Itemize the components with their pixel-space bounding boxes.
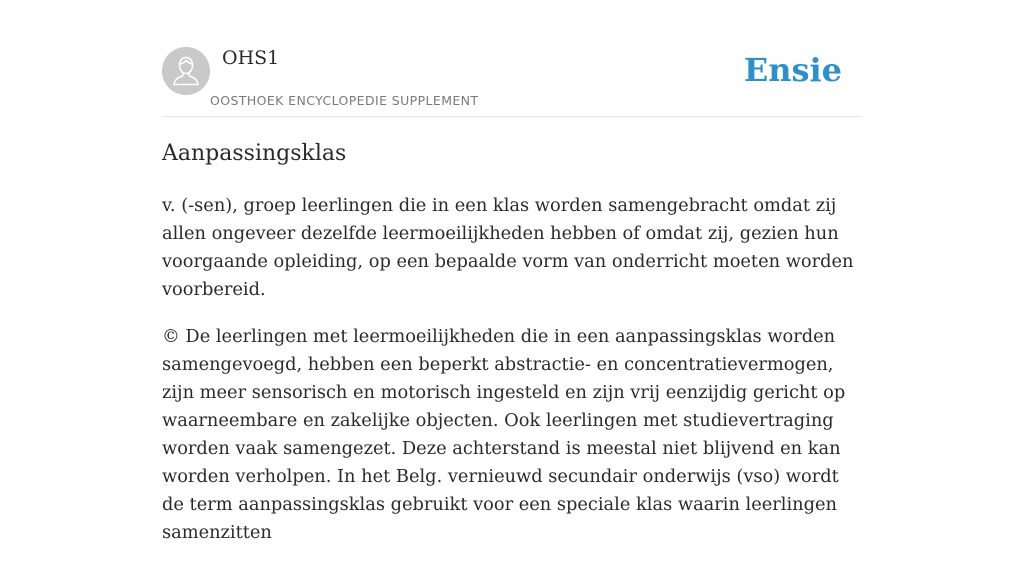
entry-header — [162, 46, 862, 117]
author-name[interactable]: OHS1 — [222, 47, 280, 69]
article-paragraph: v. (-sen), groep leerlingen die in een klas worden samengebracht omdat zij allen ongeveer dezelfde leermoeilijkheden hebben of omdat zij, gezien hun voorgaande opleiding, op een bepaalde vorm van onderricht moeten worden voorbereid. — [162, 195, 854, 300]
user-avatar-icon[interactable] — [162, 47, 210, 95]
article-paragraph: © De leerlingen met leermoeilijkheden die in een aanpassingsklas worden samengevoegd, hebben een beperkt abstractie- en concentratievermogen, zijn meer sensorisch en motorisch ingesteld en zijn vrij eenzijdig gericht op waarneembare en zakelijke objecten. Ook leerlingen met studievertraging worden vaak samengezet. Deze achterstand is meestal niet blijvend en kan worden verholpen. In het Belg. vernieuwd secundair onderwijs (vso) wordt de term aanpassingsklas gebruikt voor een speciale klas waarin leerlingen samenzitten — [162, 326, 846, 543]
article-title: Aanpassingsklas — [162, 141, 347, 166]
site-logo[interactable]: Ensie — [743, 51, 842, 89]
article-body — [162, 192, 866, 566]
source-label: OOSTHOEK ENCYCLOPEDIE SUPPLEMENT — [210, 93, 479, 108]
